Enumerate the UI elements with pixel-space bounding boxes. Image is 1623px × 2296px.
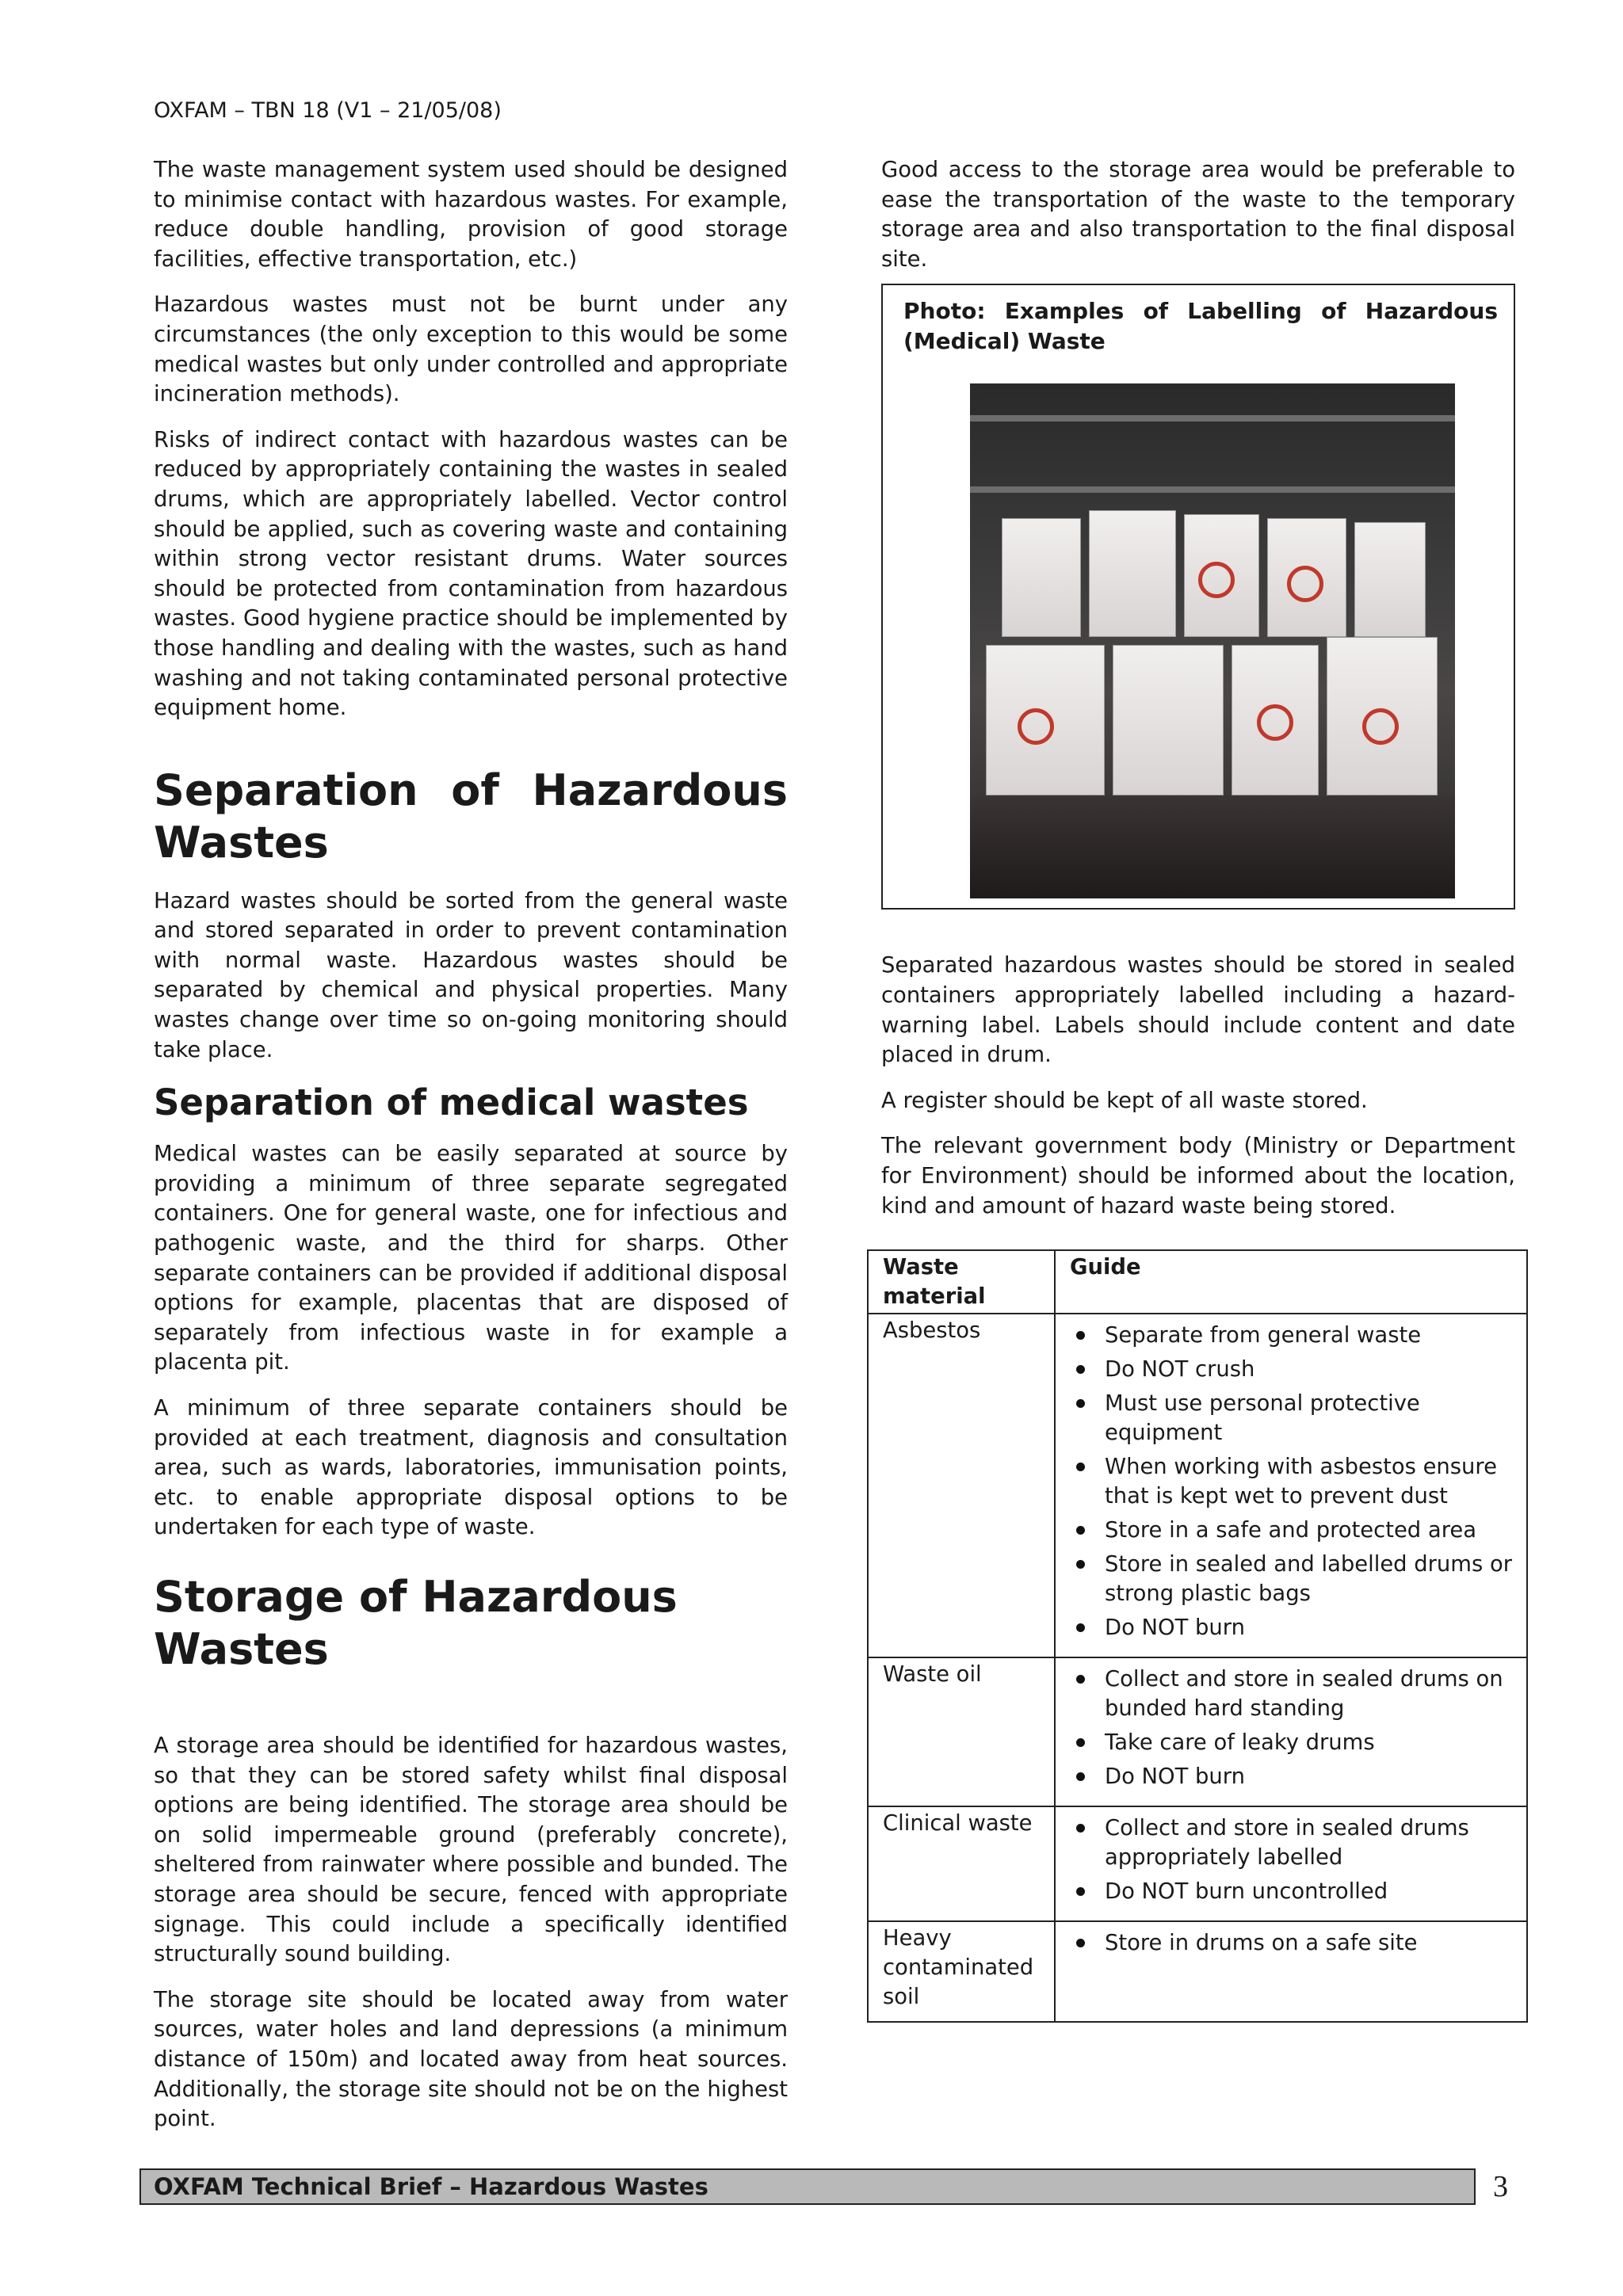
guide-item: Take care of leaky drums [1070, 1728, 1512, 1757]
after-photo-text [881, 951, 1515, 1221]
waste-guide-table [867, 1249, 1528, 2023]
table-cell-guide [1055, 1921, 1527, 2022]
guide-item: Do NOT crush [1070, 1355, 1512, 1384]
paragraph: Medical wastes can be easily separated at source by providing a minimum of three separate segregated containers. One for general waste, one for infectious and pathogenic waste, and the third for sharps. Other separate containers can be provided if additional disposal options for example, placentas that are disposed of separately from infectious waste in for example a placenta pit. [154, 1142, 788, 1375]
paragraph: A storage area should be identified for hazardous wastes, so that they can be stored safety whilst final disposal options are being identified. The storage area should be on solid impermeable ground (preferably concrete), sheltered from rainwater where possible and bunded. The storage area should be secure, fenced with appropriate signage. This could include a specifically identified structurally sound building. [154, 1733, 788, 1967]
paragraph: Separated hazardous wastes should be stored in sealed containers appropriately labelled including a hazard-warning label. Labels should include content and date placed in drum. [881, 953, 1515, 1068]
table-header-row [868, 1250, 1527, 1314]
guide-item: Do NOT burn uncontrolled [1070, 1877, 1512, 1906]
footer-bar: OXFAM Technical Brief – Hazardous Wastes [139, 2168, 1476, 2205]
right-column [881, 155, 1515, 2023]
table-cell-material: Asbestos [868, 1314, 1055, 1657]
table-cell-guide [1055, 1314, 1527, 1657]
guide-item: Separate from general waste [1070, 1321, 1512, 1350]
table-cell-material: Clinical waste [868, 1806, 1055, 1921]
photo-caption: Photo: Examples of Labelling of Hazardous (Medical) Waste [903, 298, 1498, 355]
paragraph: The storage site should be located away from water sources, water holes and land depressions (a minimum distance of 150m) and located away from heat sources. Additionally, the storage site should not be on the highest point. [154, 1987, 788, 2132]
table-row [868, 1657, 1527, 1806]
guide-item: Do NOT burn [1070, 1613, 1512, 1642]
table-cell-material: Heavy contaminated soil [868, 1921, 1055, 2022]
paragraph: Hazard wastes should be sorted from the general waste and stored separated in order to prevent contamination with normal waste. Hazardous wastes should be separated by chemical and physical properties. Many wastes change over time so on-going monitoring should take place. [154, 888, 788, 1062]
section-heading-storage: Storage of Hazardous Wastes [154, 1571, 678, 1674]
guide-item: Store in sealed and labelled drums or strong plastic bags [1070, 1550, 1512, 1608]
table-header-guide: Guide [1055, 1250, 1527, 1314]
section-heading-separation: Separation of Hazardous Wastes [154, 765, 788, 868]
paragraph: Good access to the storage area would be preferable to ease the transportation of the waste to the temporary storage area and also transportation to the final disposal site. [881, 158, 1515, 272]
table-row [868, 1806, 1527, 1921]
guide-item: Must use personal protective equipment [1070, 1389, 1512, 1447]
paragraph: Risks of indirect contact with hazardous wastes can be reduced by appropriately containing the wastes in sealed drums, which are appropriately labelled. Vector control should be applied, such as covering waste and containing within strong vector resistant drums. Water sources should be protected from contamination from hazardous wastes. Good hygiene practice should be implemented by those handling and dealing with the wastes, such as hand washing and not taking contaminated personal protective equipment home. [154, 427, 788, 721]
paragraph: A register should be kept of all waste stored. [881, 1088, 1368, 1113]
paragraph: Hazardous wastes must not be burnt under any circumstances (the only exception to this would be some medical wastes but only under controlled and appropriate incineration methods). [154, 292, 788, 407]
table-cell-guide [1055, 1657, 1527, 1806]
guide-item: Collect and store in sealed drums on bunded hard standing [1070, 1665, 1512, 1723]
guide-item: Store in a safe and protected area [1070, 1516, 1512, 1545]
table-row [868, 1314, 1527, 1657]
table-header-material: Waste material [868, 1250, 1055, 1314]
photo-box [881, 284, 1515, 910]
document-header: OXFAM – TBN 18 (V1 – 21/05/08) [154, 98, 502, 123]
paragraph: The relevant government body (Ministry or Department for Environment) should be informed about the location, kind and amount of hazard waste being stored. [881, 1134, 1515, 1219]
hazardous-waste-photo [970, 383, 1455, 898]
section-heading-medical: Separation of medical wastes [154, 1081, 749, 1124]
table-cell-guide [1055, 1806, 1527, 1921]
page-number: 3 [1493, 2170, 1508, 2203]
paragraph: The waste management system used should be designed to minimise contact with hazardous wastes. For example, reduce double handling, provision of good storage facilities, effective transportation, etc.) [154, 158, 788, 272]
table-cell-material: Waste oil [868, 1657, 1055, 1806]
guide-item: When working with asbestos ensure that is kept wet to prevent dust [1070, 1452, 1512, 1511]
guide-item: Collect and store in sealed drums appropriately labelled [1070, 1814, 1512, 1872]
paragraph: A minimum of three separate containers should be provided at each treatment, diagnosis and consultation area, such as wards, laboratories, immunisation points, etc. to enable appropriate disposal options to be undertaken for each type of waste. [154, 1396, 788, 1540]
left-column [154, 155, 788, 2150]
table-row [868, 1921, 1527, 2022]
guide-item: Do NOT burn [1070, 1762, 1512, 1791]
guide-item: Store in drums on a safe site [1070, 1928, 1512, 1958]
